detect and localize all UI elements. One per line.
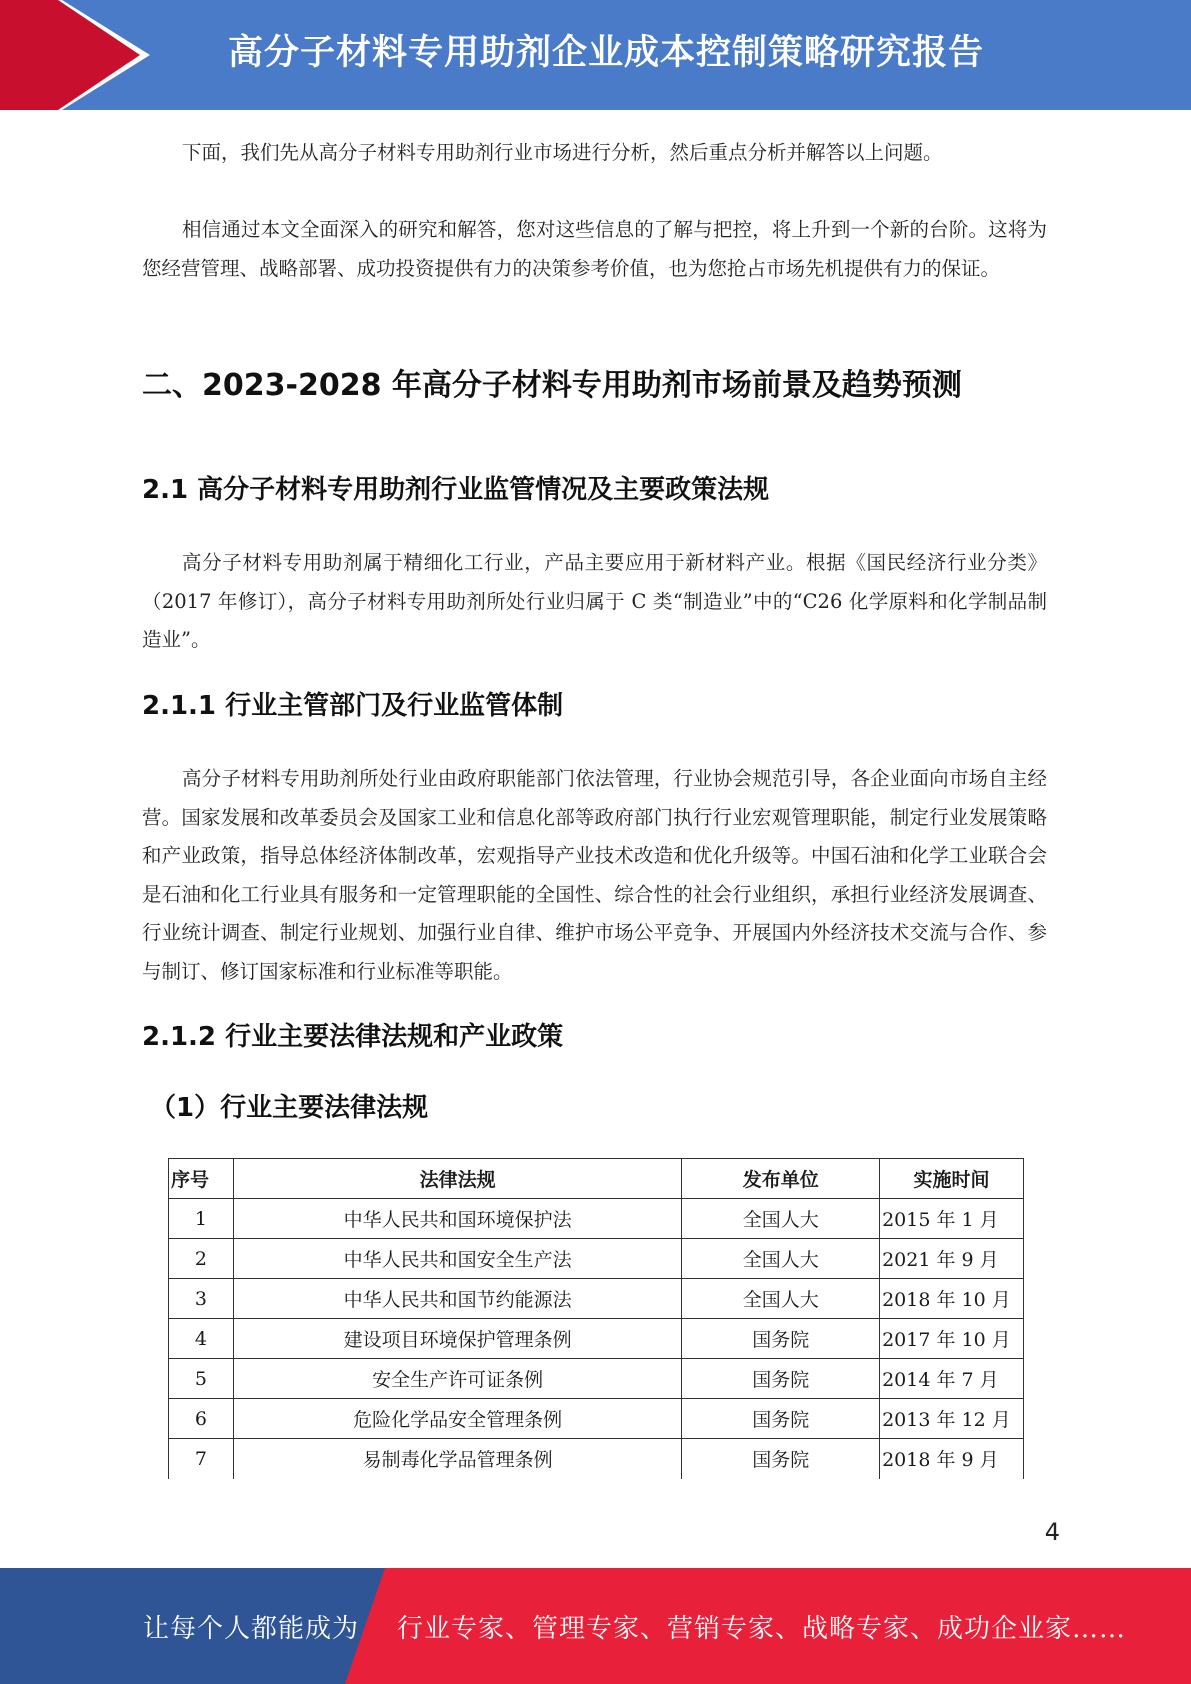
law-name: 危险化学品安全管理条例 <box>233 1399 681 1439</box>
intro-paragraph-2: 相信通过本文全面深入的研究和解答，您对这些信息的了解与把控，将上升到一个新的台阶。这将为您经营管理、战略部署、成功投资提供有力的决策参考价值，也为您抢占市场先机提供有力的保证。 <box>142 218 1047 280</box>
table-row <box>169 1279 1024 1319</box>
table-row <box>169 1319 1024 1359</box>
row-number: 3 <box>169 1279 234 1319</box>
table-row <box>169 1439 1024 1479</box>
law-name: 中华人民共和国环境保护法 <box>233 1199 681 1239</box>
effective-date: 2015 年 1 月 <box>880 1199 1024 1239</box>
effective-date: 2018 年 9 月 <box>880 1439 1024 1479</box>
issuer: 全国人大 <box>682 1199 880 1239</box>
issuer: 国务院 <box>682 1359 880 1399</box>
effective-date: 2018 年 10 月 <box>880 1279 1024 1319</box>
table-row <box>169 1239 1024 1279</box>
effective-date: 2021 年 9 月 <box>880 1239 1024 1279</box>
column-header-effective-date: 实施时间 <box>880 1159 1024 1199</box>
column-header-number: 序号 <box>169 1159 234 1199</box>
intro-paragraph-1: 下面，我们先从高分子材料专用助剂行业市场进行分析，然后重点分析并解答以上问题。 <box>182 141 943 164</box>
header-arrow-decoration <box>0 0 150 110</box>
column-header-law: 法律法规 <box>233 1159 681 1199</box>
subsection-2-1-1-title: 2.1.1 行业主管部门及行业监管体制 <box>142 691 564 721</box>
report-title: 高分子材料专用助剂企业成本控制策略研究报告 <box>228 33 985 73</box>
page-header <box>0 0 1191 110</box>
footer-slogan-right: 行业专家、管理专家、营销专家、战略专家、成功企业家…… <box>397 1614 1127 1644</box>
row-number: 5 <box>169 1359 234 1399</box>
law-name: 建设项目环境保护管理条例 <box>233 1319 681 1359</box>
law-name: 安全生产许可证条例 <box>233 1359 681 1399</box>
page-footer <box>0 1568 1191 1684</box>
subsection-2-1-2-title: 2.1.2 行业主要法律法规和产业政策 <box>142 1022 564 1052</box>
column-header-issuer: 发布单位 <box>682 1159 880 1199</box>
table-row <box>169 1199 1024 1239</box>
table-header-row <box>169 1159 1024 1199</box>
law-name: 易制毒化学品管理条例 <box>233 1439 681 1479</box>
issuer: 国务院 <box>682 1439 880 1479</box>
section-title: 二、2023-2028 年高分子材料专用助剂市场前景及趋势预测 <box>142 368 962 403</box>
law-name: 中华人民共和国节约能源法 <box>233 1279 681 1319</box>
row-number: 2 <box>169 1239 234 1279</box>
row-number: 6 <box>169 1399 234 1439</box>
effective-date: 2013 年 12 月 <box>880 1399 1024 1439</box>
page-number: 4 <box>1044 1518 1060 1546</box>
subsection-2-1-paragraph: 高分子材料专用助剂属于精细化工行业，产品主要应用于新材料产业。根据《国民经济行业分类》（2017 年修订），高分子材料专用助剂所处行业归属于 C 类“制造业”中的“C26 化学原料和化学制品制造业”。 <box>142 551 1047 651</box>
effective-date: 2014 年 7 月 <box>880 1359 1024 1399</box>
law-name: 中华人民共和国安全生产法 <box>233 1239 681 1279</box>
issuer: 全国人大 <box>682 1279 880 1319</box>
issuer: 全国人大 <box>682 1239 880 1279</box>
subsection-2-1-title: 2.1 高分子材料专用助剂行业监管情况及主要政策法规 <box>142 475 770 505</box>
table-row <box>169 1399 1024 1439</box>
laws-subheading: （1）行业主要法律法规 <box>150 1093 429 1123</box>
table-row <box>169 1359 1024 1399</box>
issuer: 国务院 <box>682 1399 880 1439</box>
row-number: 4 <box>169 1319 234 1359</box>
row-number: 7 <box>169 1439 234 1479</box>
laws-table <box>168 1158 1024 1479</box>
effective-date: 2017 年 10 月 <box>880 1319 1024 1359</box>
issuer: 国务院 <box>682 1319 880 1359</box>
footer-slogan-left: 让每个人都能成为 <box>143 1614 360 1644</box>
row-number: 1 <box>169 1199 234 1239</box>
subsection-2-1-1-paragraph: 高分子材料专用助剂所处行业由政府职能部门依法管理，行业协会规范引导，各企业面向市场自主经营。国家发展和改革委员会及国家工业和信息化部等政府部门执行行业宏观管理职能，制定行业发展策略和产业政策，指导总体经济体制改革，宏观指导产业技术改造和优化升级等。中国石油和化学工业联合会是石油和化工行业具有服务和一定管理职能的全国性、综合性的社会行业组织，承担行业经济发展调查、行业统计调查、制定行业规划、加强行业自律、维护市场公平竞争、开展国内外经济技术交流与合作、参与制订、修订国家标准和行业标准等职能。 <box>142 767 1047 983</box>
